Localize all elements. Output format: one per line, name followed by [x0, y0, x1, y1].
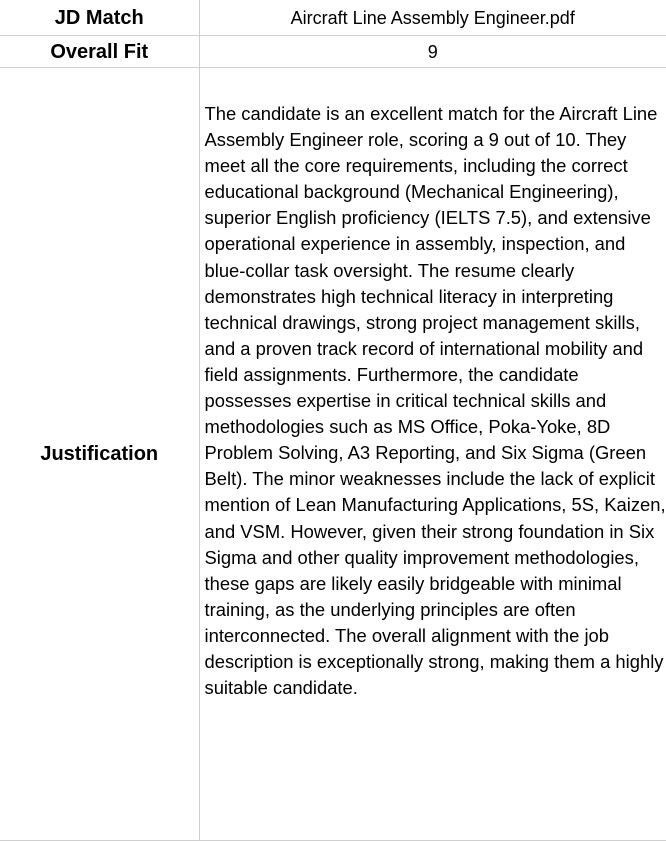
table-row-overall-fit — [0, 36, 666, 68]
justification-label[interactable]: Justification — [0, 68, 199, 841]
jd-match-value[interactable]: Aircraft Line Assembly Engineer.pdf — [199, 0, 666, 36]
jd-match-label[interactable]: JD Match — [0, 0, 199, 36]
table-row-jd-match — [0, 0, 666, 36]
table-row-justification — [0, 68, 666, 841]
justification-text[interactable]: The candidate is an excellent match for the Aircraft Line Assembly Engineer role, scoring a 9 out of 10. They meet all the core requirements, including the correct educational background (Mechanical Engineering), superior English proficiency (IELTS 7.5), and extensive operational experience in assembly, inspection, and blue-collar task oversight. The resume clearly demonstrates high technical literacy in interpreting technical drawings, strong project management skills, and a proven track record of international mobility and field assignments. Furthermore, the candidate possesses expertise in critical technical skills and methodologies such as MS Office, Poka-Yoke, 8D Problem Solving, A3 Reporting, and Six Sigma (Green Belt). The minor weaknesses include the lack of explicit mention of Lean Manufacturing Applications, 5S, Kaizen, and VSM. However, given their strong foundation in Six Sigma and other quality improvement methodologies, these gaps are likely easily bridgeable with minimal training, as the underlying principles are often interconnected. The overall alignment with the job description is exceptionally strong, making them a highly suitable candidate. — [199, 68, 666, 841]
overall-fit-value[interactable]: 9 — [199, 36, 666, 68]
overall-fit-label[interactable]: Overall Fit — [0, 36, 199, 68]
